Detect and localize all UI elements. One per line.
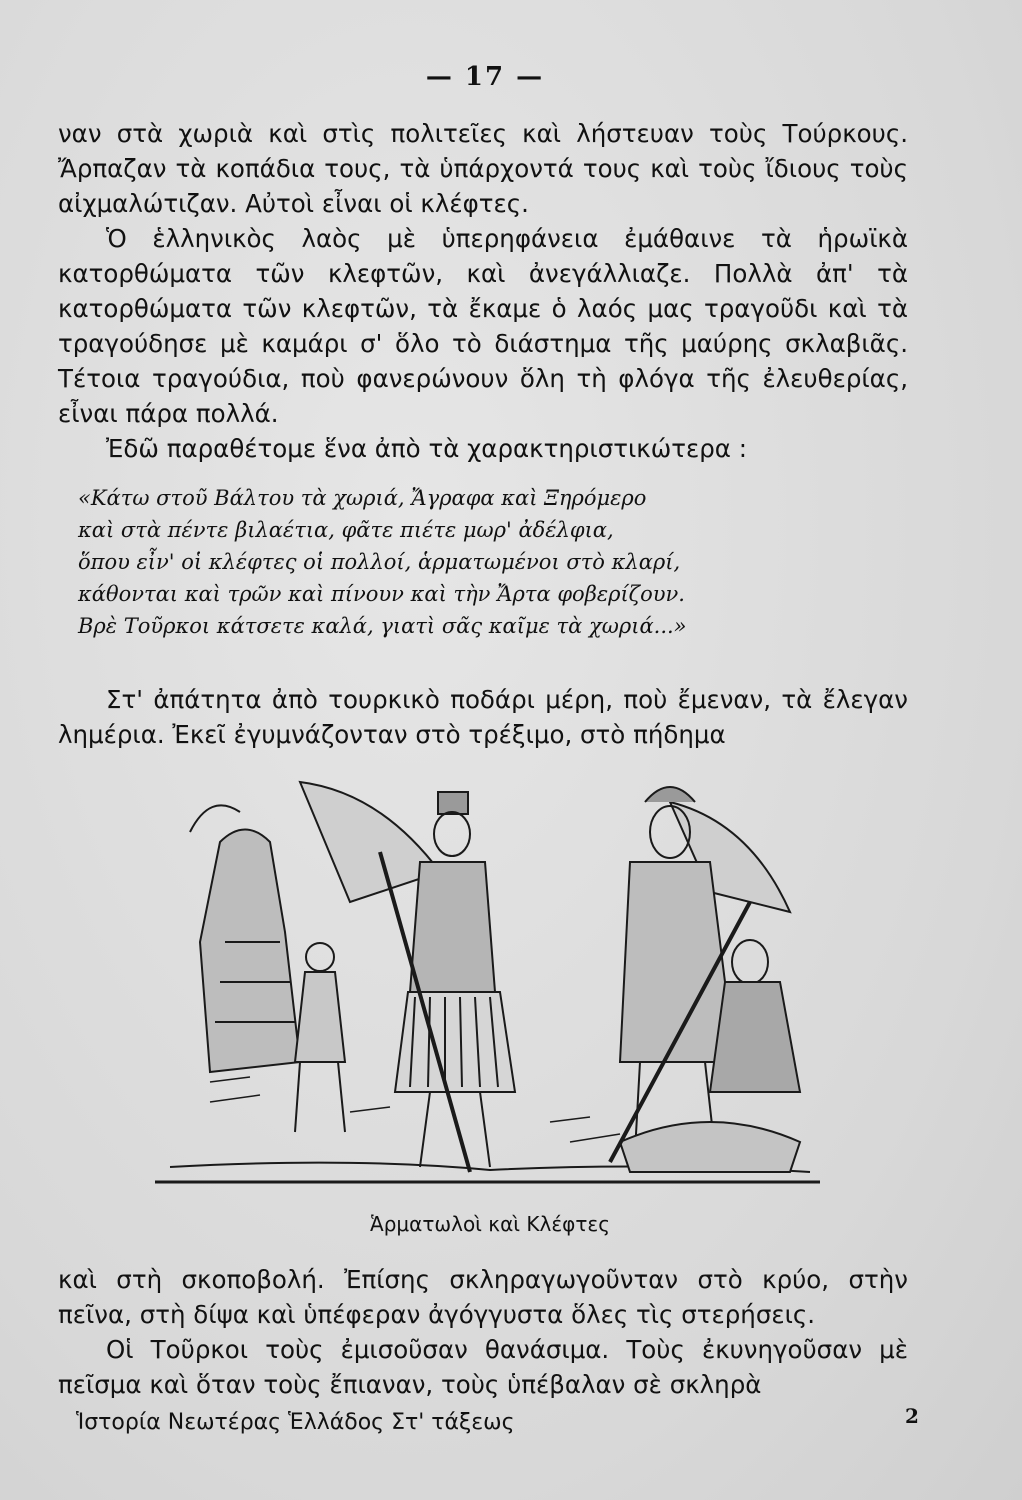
text-block-bottom	[58, 1262, 908, 1402]
paragraph: Ὁ ἑλληνικὸς λαὸς μὲ ὑπερηφάνεια ἐμάθαινε τὰ ἡρωϊκὰ κατορθώματα τῶν κλεφτῶν, καὶ ἀνεγάλλιαζε. Πολλὰ ἀπ' τὰ κατορθώματα τῶν κλεφτῶν, τὰ ἔκαμε ὁ λαός μας τραγοῦδι καὶ τὰ τραγούδησε μὲ καμάρι σ' ὅλο τὸ διάστημα τῆς μαύρης σκλαβιᾶς. Τέτοια τραγούδια, ποὺ φανερώνουν ὅλη τὴ φλόγα τῆς ἐλευθερίας, εἶναι πάρα πολλά.	[58, 224, 908, 428]
paragraph: καὶ στὴ σκοποβολή. Ἐπίσης σκληραγωγοῦνταν στὸ κρύο, στὴν πεῖνα, στὴ δίψα καὶ ὑπέφεραν ἀγόγγυστα ὅλες τὶς στερήσεις.	[58, 1265, 908, 1329]
illustration-caption	[0, 1212, 980, 1236]
poem-line: κάθονται καὶ τρῶν καὶ πίνουν καὶ τὴν Ἄρτα φοβερίζουν.	[78, 582, 685, 606]
poem-line: «Κάτω στοῦ Βάλτου τὰ χωριά, Ἄγραφα καὶ Ξηρόμερο	[78, 486, 647, 510]
poem-line: καὶ στὰ πέντε βιλαέτια, φᾶτε πιέτε μωρ' ἀδέλφια,	[78, 518, 614, 542]
paragraph: Ἐδῶ παραθέτομε ἕνα ἀπὸ τὰ χαρακτηριστικώτερα :	[106, 434, 747, 463]
paragraph: ναν στὰ χωριὰ καὶ στὶς πολιτεῖες καὶ λήστευαν τοὺς Τούρκους. Ἄρπαζαν τὰ κοπάδια τους, τὰ ὑπάρχοντά τους καὶ τοὺς ἴδιους τοὺς αἰχμαλώτιζαν. Αὐτοὶ εἶναι οἱ κλέφτες.	[58, 119, 908, 218]
footer-book-title: Ἱστορία Νεωτέρας Ἑλλάδος Στ' τάξεως	[76, 1410, 515, 1435]
text-block-middle	[58, 682, 908, 752]
paragraph: Οἱ Τοῦρκοι τοὺς ἐμισοῦσαν θανάσιμα. Τοὺς ἐκυνηγοῦσαν μὲ πεῖσμα καὶ ὅταν τοὺς ἔπιαναν, τοὺς ὑπέβαλαν σὲ σκληρὰ	[58, 1335, 908, 1399]
poem-line: ὅπου εἶν' οἱ κλέφτες οἱ πολλοί, ἁρματωμένοι στὸ κλαρί,	[78, 550, 681, 574]
page-number: — 17 —	[425, 62, 545, 92]
folk-song-quote	[78, 482, 898, 642]
engraving-illustration	[150, 762, 830, 1202]
text-block-top	[58, 116, 908, 466]
caption-text: Ἁρματωλοὶ καὶ Κλέφτες	[370, 1212, 610, 1236]
paragraph: Στ' ἀπάτητα ἀπὸ τουρκικὸ ποδάρι μέρη, ποὺ ἔμεναν, τὰ ἔλεγαν λημέρια. Ἐκεῖ ἐγυμνάζονταν στὸ τρέξιμο, στὸ πήδημα	[58, 685, 908, 749]
poem-line: Βρὲ Τοῦρκοι κάτσετε καλά, γιατὶ σᾶς καῖμε τὰ χωριά...»	[78, 614, 687, 638]
signature-mark: 2	[905, 1404, 919, 1428]
